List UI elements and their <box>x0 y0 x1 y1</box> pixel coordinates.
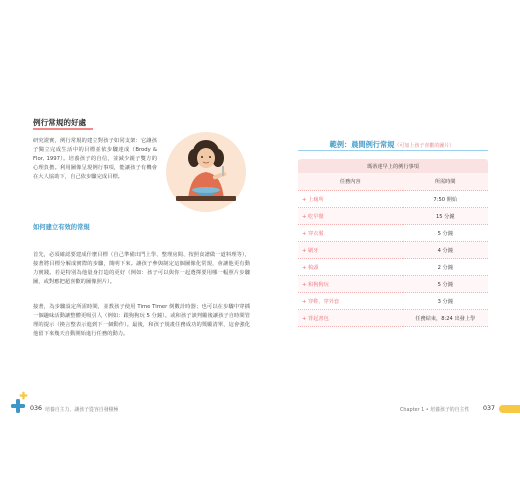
benefits-paragraph: 研究證實，例行常規的建立對孩子如同支架：它讓孩子獨立完成生活中的目標並依步驟達成（Brody & Flor, 1997）。培養孩子的自信，並減少親子雙方的心理負擔。利用圖像呈現例行事項，能讓孩子有機會在大人協助下，自己依步驟完成目標。 <box>33 138 157 180</box>
time-cell: 任務結束，8:24 出發上學 <box>403 310 489 327</box>
column-header-time: 所需時間 <box>403 173 489 191</box>
table-row <box>298 310 488 327</box>
example-title <box>312 140 472 150</box>
task-cell: + 和狗狗玩 <box>298 276 403 293</box>
table-row <box>298 276 488 293</box>
task-cell: + 背起書包 <box>298 310 403 327</box>
task-cell: + 穿衣服 <box>298 225 403 242</box>
time-cell: 5 分鐘 <box>403 276 489 293</box>
time-cell: 3 分鐘 <box>403 293 489 310</box>
table-caption: 瑪蒂達早上的例行事項 <box>298 159 488 173</box>
task-cell: + 梳頭 <box>298 259 403 276</box>
morning-routine-table <box>298 159 488 327</box>
table-row <box>298 242 488 259</box>
right-running-title: Chapter 1 • 培養孩子的自主性 <box>400 407 470 413</box>
yellow-tab-bar <box>499 405 520 413</box>
column-header-task: 任務內容 <box>298 173 403 191</box>
time-cell: 2 分鐘 <box>403 259 489 276</box>
task-cell: + 刷牙 <box>298 242 403 259</box>
steps-paragraph-1: 首先，必須確認要建成什麼目標（自己準備出門上學、整理房間、按照食譜做一道料理等），接著將目標分解成實際的步驟，簡明下來。讓孩子參與制定這個圖像化常規，會讓他更有動力實踐。若是特別為他量身打造的更好（例如：孩子可以與你一起選擇要用哪一幅照片步驟圖，或對應把超喜歡的圖像照片）。 <box>33 252 250 285</box>
table-row <box>298 191 488 208</box>
yellow-plus-icon <box>19 391 28 400</box>
table-row <box>298 208 488 225</box>
task-cell: + 穿鞋、穿外套 <box>298 293 403 310</box>
left-running-title: 培養自主力，讓孩子從容自發積極 <box>45 407 119 413</box>
time-cell: 15 分鐘 <box>403 208 489 225</box>
steps-paragraph-2: 接著，為步驟設定所需時間，並教孩子使用 Time Timer 倒數計時器；也可以在步驟中穿插一個趣味活動讓整體更吸引人（例如：跟狗狗玩 5 分鐘）。或和孩子談判勵後讓孩子自時間管理的提示（換言整表示進到下一個動作）。最後，和孩子規畫任務成功的獎勵清單，這會強化他留下來幾天自動開始進行任務的動力。 <box>33 304 250 337</box>
table-row <box>298 259 488 276</box>
example-note: （可加上孩子喜歡的圖片） <box>394 143 455 149</box>
table-row <box>298 293 488 310</box>
left-page-number: 036 <box>30 405 43 412</box>
table-row <box>298 225 488 242</box>
time-cell: 5 分鐘 <box>403 225 489 242</box>
child-eating-illustration <box>158 128 254 216</box>
section-title-underline <box>33 128 93 130</box>
section-title: 例行常規的好處 <box>33 118 87 127</box>
task-cell: + 吃早餐 <box>298 208 403 225</box>
task-cell: + 上廁所 <box>298 191 403 208</box>
example-title-rule <box>298 150 488 151</box>
right-page-number: 037 <box>483 405 496 412</box>
blue-plus-icon <box>10 398 26 414</box>
subsection-title: 如何建立有效的常規 <box>33 224 90 231</box>
example-title-text: 範例：晨間例行常規 <box>329 140 395 149</box>
time-cell: 7:50 開始 <box>403 191 489 208</box>
time-cell: 4 分鐘 <box>403 242 489 259</box>
